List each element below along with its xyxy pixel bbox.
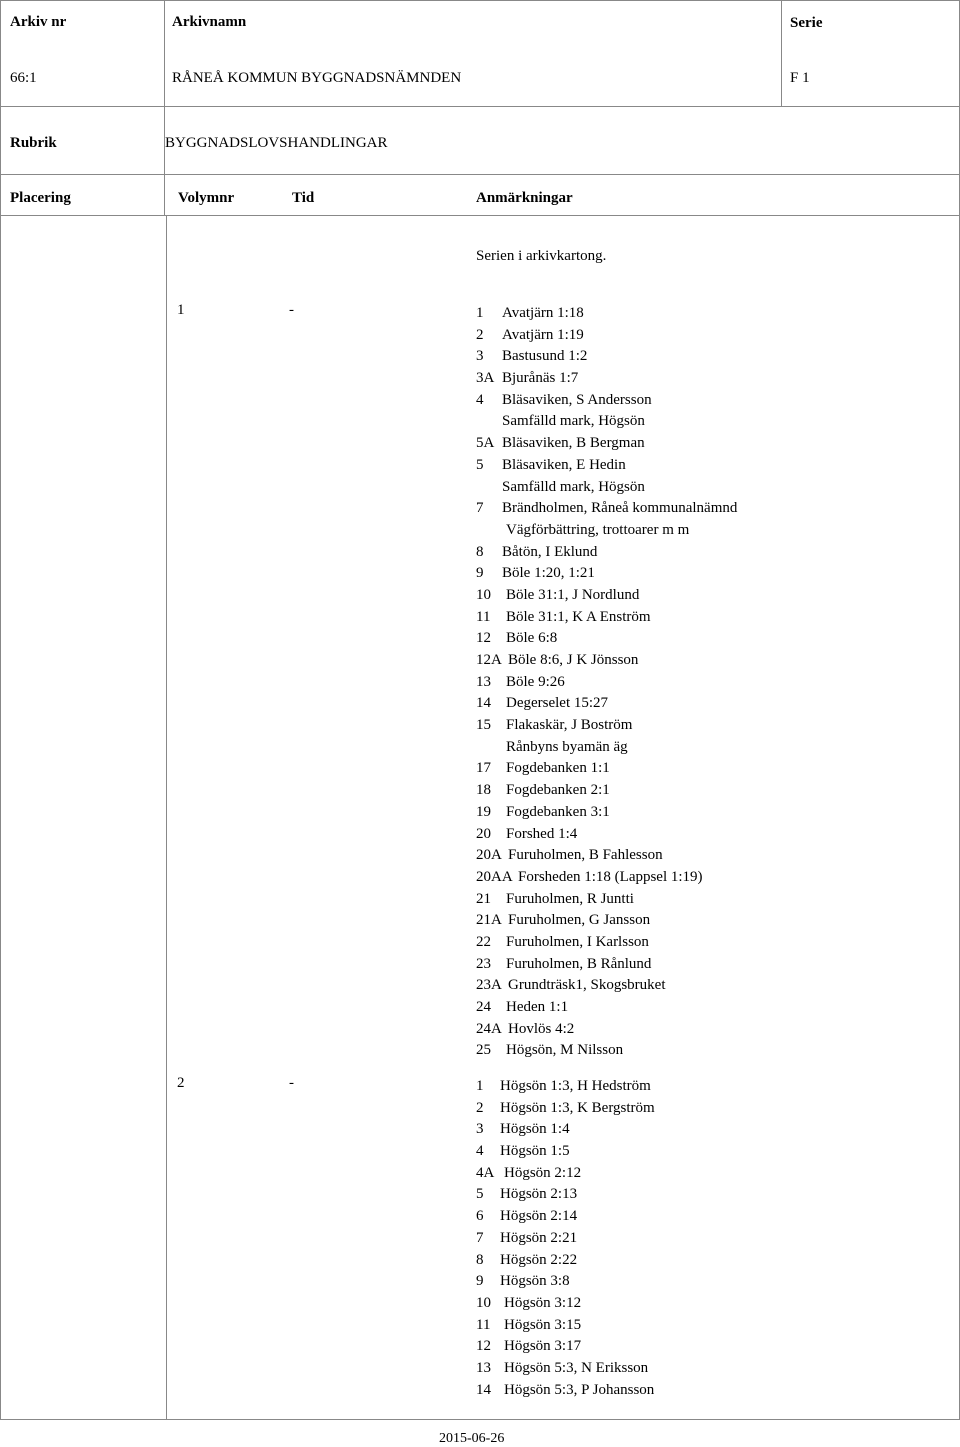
- list-item: 22 Furuholmen, I Karlsson: [476, 933, 649, 950]
- list-item: 2 Avatjärn 1:19: [476, 326, 584, 343]
- list-item: 3A Bjurånäs 1:7: [476, 370, 579, 387]
- list-item: 17 Fogdebanken 1:1: [476, 760, 610, 777]
- tid-label: Tid: [292, 190, 315, 206]
- list-item: 10 Högsön 3:12: [476, 1294, 582, 1311]
- list-item: 13 Böle 9:26: [476, 673, 565, 690]
- volymnr-label: Volymnr: [178, 190, 235, 206]
- list-item: 20AA Forsheden 1:18 (Lappsel 1:19): [476, 868, 703, 885]
- list-item: 4A Högsön 2:12: [476, 1164, 582, 1181]
- list-item: Vägförbättring, trottoarer m m: [506, 521, 690, 538]
- list-item: 21 Furuholmen, R Juntti: [476, 890, 634, 907]
- list-item: 19 Fogdebanken 3:1: [476, 803, 610, 820]
- serie-value: F 1: [790, 70, 810, 86]
- footer-date: 2015-06-26: [439, 1431, 505, 1446]
- list-item: 7 Högsön 2:21: [476, 1229, 578, 1246]
- list-item: 1 Avatjärn 1:18: [476, 305, 584, 321]
- list-item: 4 Högsön 1:5: [476, 1143, 570, 1160]
- list-item: 12 Böle 6:8: [476, 630, 558, 647]
- anmarkningar-label: Anmärkningar: [476, 190, 573, 206]
- serie-label: Serie: [790, 15, 823, 31]
- list-item: 23A Grundträsk1, Skogsbruket: [476, 977, 666, 994]
- series-note: Serien i arkivkartong.: [476, 248, 607, 264]
- divider: [166, 215, 167, 1420]
- list-item: 4 Bläsaviken, S Andersson: [476, 391, 652, 408]
- placering-label: Placering: [10, 190, 71, 206]
- arkivnamn-value: RÅNEÅ KOMMUN BYGGNADSNÄMNDEN: [172, 70, 462, 86]
- divider: [164, 174, 165, 216]
- list-item: 10 Böle 31:1, J Nordlund: [476, 586, 640, 603]
- list-item: 14 Högsön 5:3, P Johansson: [476, 1381, 655, 1398]
- list-item: 24 Heden 1:1: [476, 999, 569, 1015]
- list-item: 1 Högsön 1:3, H Hedström: [476, 1078, 651, 1094]
- divider: [164, 0, 165, 107]
- list-item: Samfälld mark, Högsön: [502, 478, 645, 495]
- volume-number: 1: [177, 302, 185, 318]
- list-item: 3 Bastusund 1:2: [476, 348, 588, 365]
- list-item: 23 Furuholmen, B Rånlund: [476, 955, 652, 972]
- list-item: 5 Högsön 2:13: [476, 1186, 578, 1203]
- list-item: 24A Hovlös 4:2: [476, 1020, 575, 1037]
- rubrik-value: BYGGNADSLOVSHANDLINGAR: [165, 135, 388, 151]
- list-item: 13 Högsön 5:3, N Eriksson: [476, 1359, 649, 1376]
- list-item: 11 Böle 31:1, K A Enström: [476, 608, 651, 625]
- rubrik-label: Rubrik: [10, 135, 57, 151]
- list-item: Samfälld mark, Högsön: [502, 413, 645, 430]
- volume-number: 2: [177, 1075, 185, 1091]
- list-item: 5 Bläsaviken, E Hedin: [476, 456, 626, 473]
- list-item: 12 Högsön 3:17: [476, 1338, 582, 1355]
- list-item: 11 Högsön 3:15: [476, 1316, 582, 1333]
- arkivnr-value: 66:1: [10, 70, 37, 86]
- list-item: 5A Bläsaviken, B Bergman: [476, 435, 645, 452]
- list-item: 2 Högsön 1:3, K Bergström: [476, 1099, 655, 1116]
- list-item: 25 Högsön, M Nilsson: [476, 1042, 624, 1059]
- list-item: 6 Högsön 2:14: [476, 1208, 578, 1225]
- list-item: 3 Högsön 1:4: [476, 1121, 570, 1138]
- list-item: 12A Böle 8:6, J K Jönsson: [476, 652, 639, 668]
- list-item: 9 Böle 1:20, 1:21: [476, 565, 595, 582]
- list-item: 18 Fogdebanken 2:1: [476, 782, 610, 799]
- list-item: 21A Furuholmen, G Jansson: [476, 912, 651, 929]
- volume-tid: -: [289, 302, 294, 318]
- volume-tid: -: [289, 1075, 294, 1091]
- arkivnamn-label: Arkivnamn: [172, 14, 247, 30]
- list-item: 14 Degerselet 15:27: [476, 695, 609, 712]
- list-item: 8 Högsön 2:22: [476, 1251, 578, 1268]
- list-item: 20A Furuholmen, B Fahlesson: [476, 847, 663, 864]
- list-item: 8 Båtön, I Eklund: [476, 543, 598, 560]
- arkivnr-label: Arkiv nr: [10, 14, 67, 30]
- list-item: 15 Flakaskär, J Boström: [476, 717, 633, 734]
- list-item: 9 Högsön 3:8: [476, 1273, 570, 1290]
- list-item: 7 Brändholmen, Råneå kommunalnämnd: [476, 500, 738, 517]
- volume-2-entries: [476, 1076, 655, 1401]
- list-item: 20 Forshed 1:4: [476, 825, 578, 842]
- header-row-rubrik: [0, 106, 960, 175]
- list-item: Rånbyns byamän äg: [506, 738, 628, 755]
- divider: [781, 0, 782, 107]
- volume-1-entries: [476, 303, 737, 1062]
